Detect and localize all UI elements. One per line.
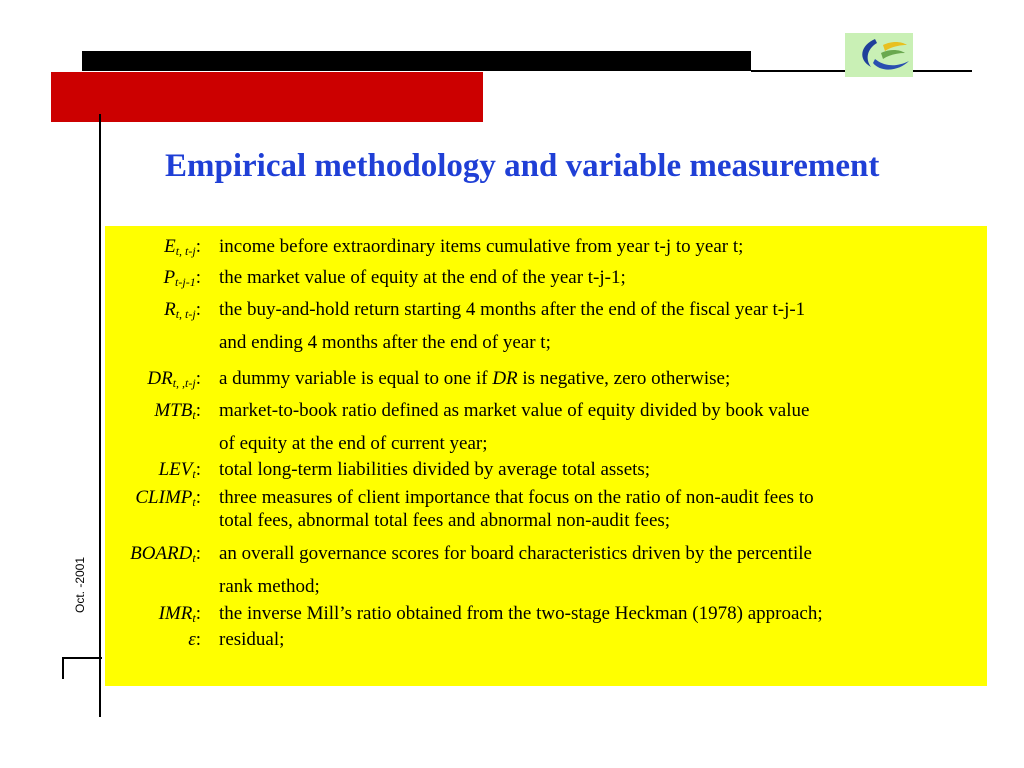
variable-symbol: $CLIMP_t$: — [135, 487, 201, 509]
variable-description: an overall governance scores for board characteristics driven by the percentile rank method; — [219, 543, 812, 597]
header-red-bar — [51, 72, 483, 122]
variable-description: residual; — [219, 629, 285, 650]
variable-description: the market value of equity at the end of the year t-j-1; — [219, 267, 626, 288]
header-black-bar — [82, 51, 751, 71]
variable-symbol: $MTB_t$: — [154, 400, 201, 422]
corner-bracket-horizontal — [62, 657, 102, 659]
variable-symbol: ε: — [188, 629, 201, 650]
variable-description: three measures of client importance that focus on the ratio of non-audit fees to total fees, abnormal total fees and abnormal non-audit fees; — [219, 487, 814, 531]
variable-description: total long-term liabilities divided by average total assets; — [219, 459, 651, 480]
variable-description: the buy-and-hold return starting 4 months after the end of the fiscal year t-j-1 and ending 4 months after the end of year t; — [219, 299, 806, 353]
variable-symbol: $E_{t, t-j}$: — [164, 236, 201, 258]
variable-definitions-box — [105, 226, 987, 686]
corner-bracket-vertical — [62, 657, 64, 679]
variable-symbol: $P_{t-j-1}$: — [163, 267, 201, 289]
slide-title: Empirical methodology and variable measurement — [165, 148, 880, 184]
left-vertical-rule — [99, 114, 101, 717]
variable-symbol: $DR_{t, ,t-j}$: — [147, 368, 201, 390]
variable-symbol: $R_{t, t-j}$: — [164, 299, 201, 321]
variable-description: income before extraordinary items cumulative from year t-j to year t; — [219, 236, 744, 257]
side-date-label: Oct. -2001 — [73, 556, 87, 614]
variable-description: market-to-book ratio defined as market value of equity divided by book value of equity at the end of current year; — [219, 400, 810, 454]
variable-symbol: $LEV_t$: — [158, 459, 201, 481]
swoosh-logo-icon — [845, 33, 913, 77]
variable-symbol: $IMR_t$: — [158, 603, 201, 625]
variable-description: a dummy variable is equal to one if DR is negative, zero otherwise; — [219, 368, 731, 389]
variable-symbol: $BOARD_t$: — [130, 543, 201, 565]
variable-description: the inverse Mill’s ratio obtained from the two-stage Heckman (1978) approach; — [219, 603, 823, 624]
